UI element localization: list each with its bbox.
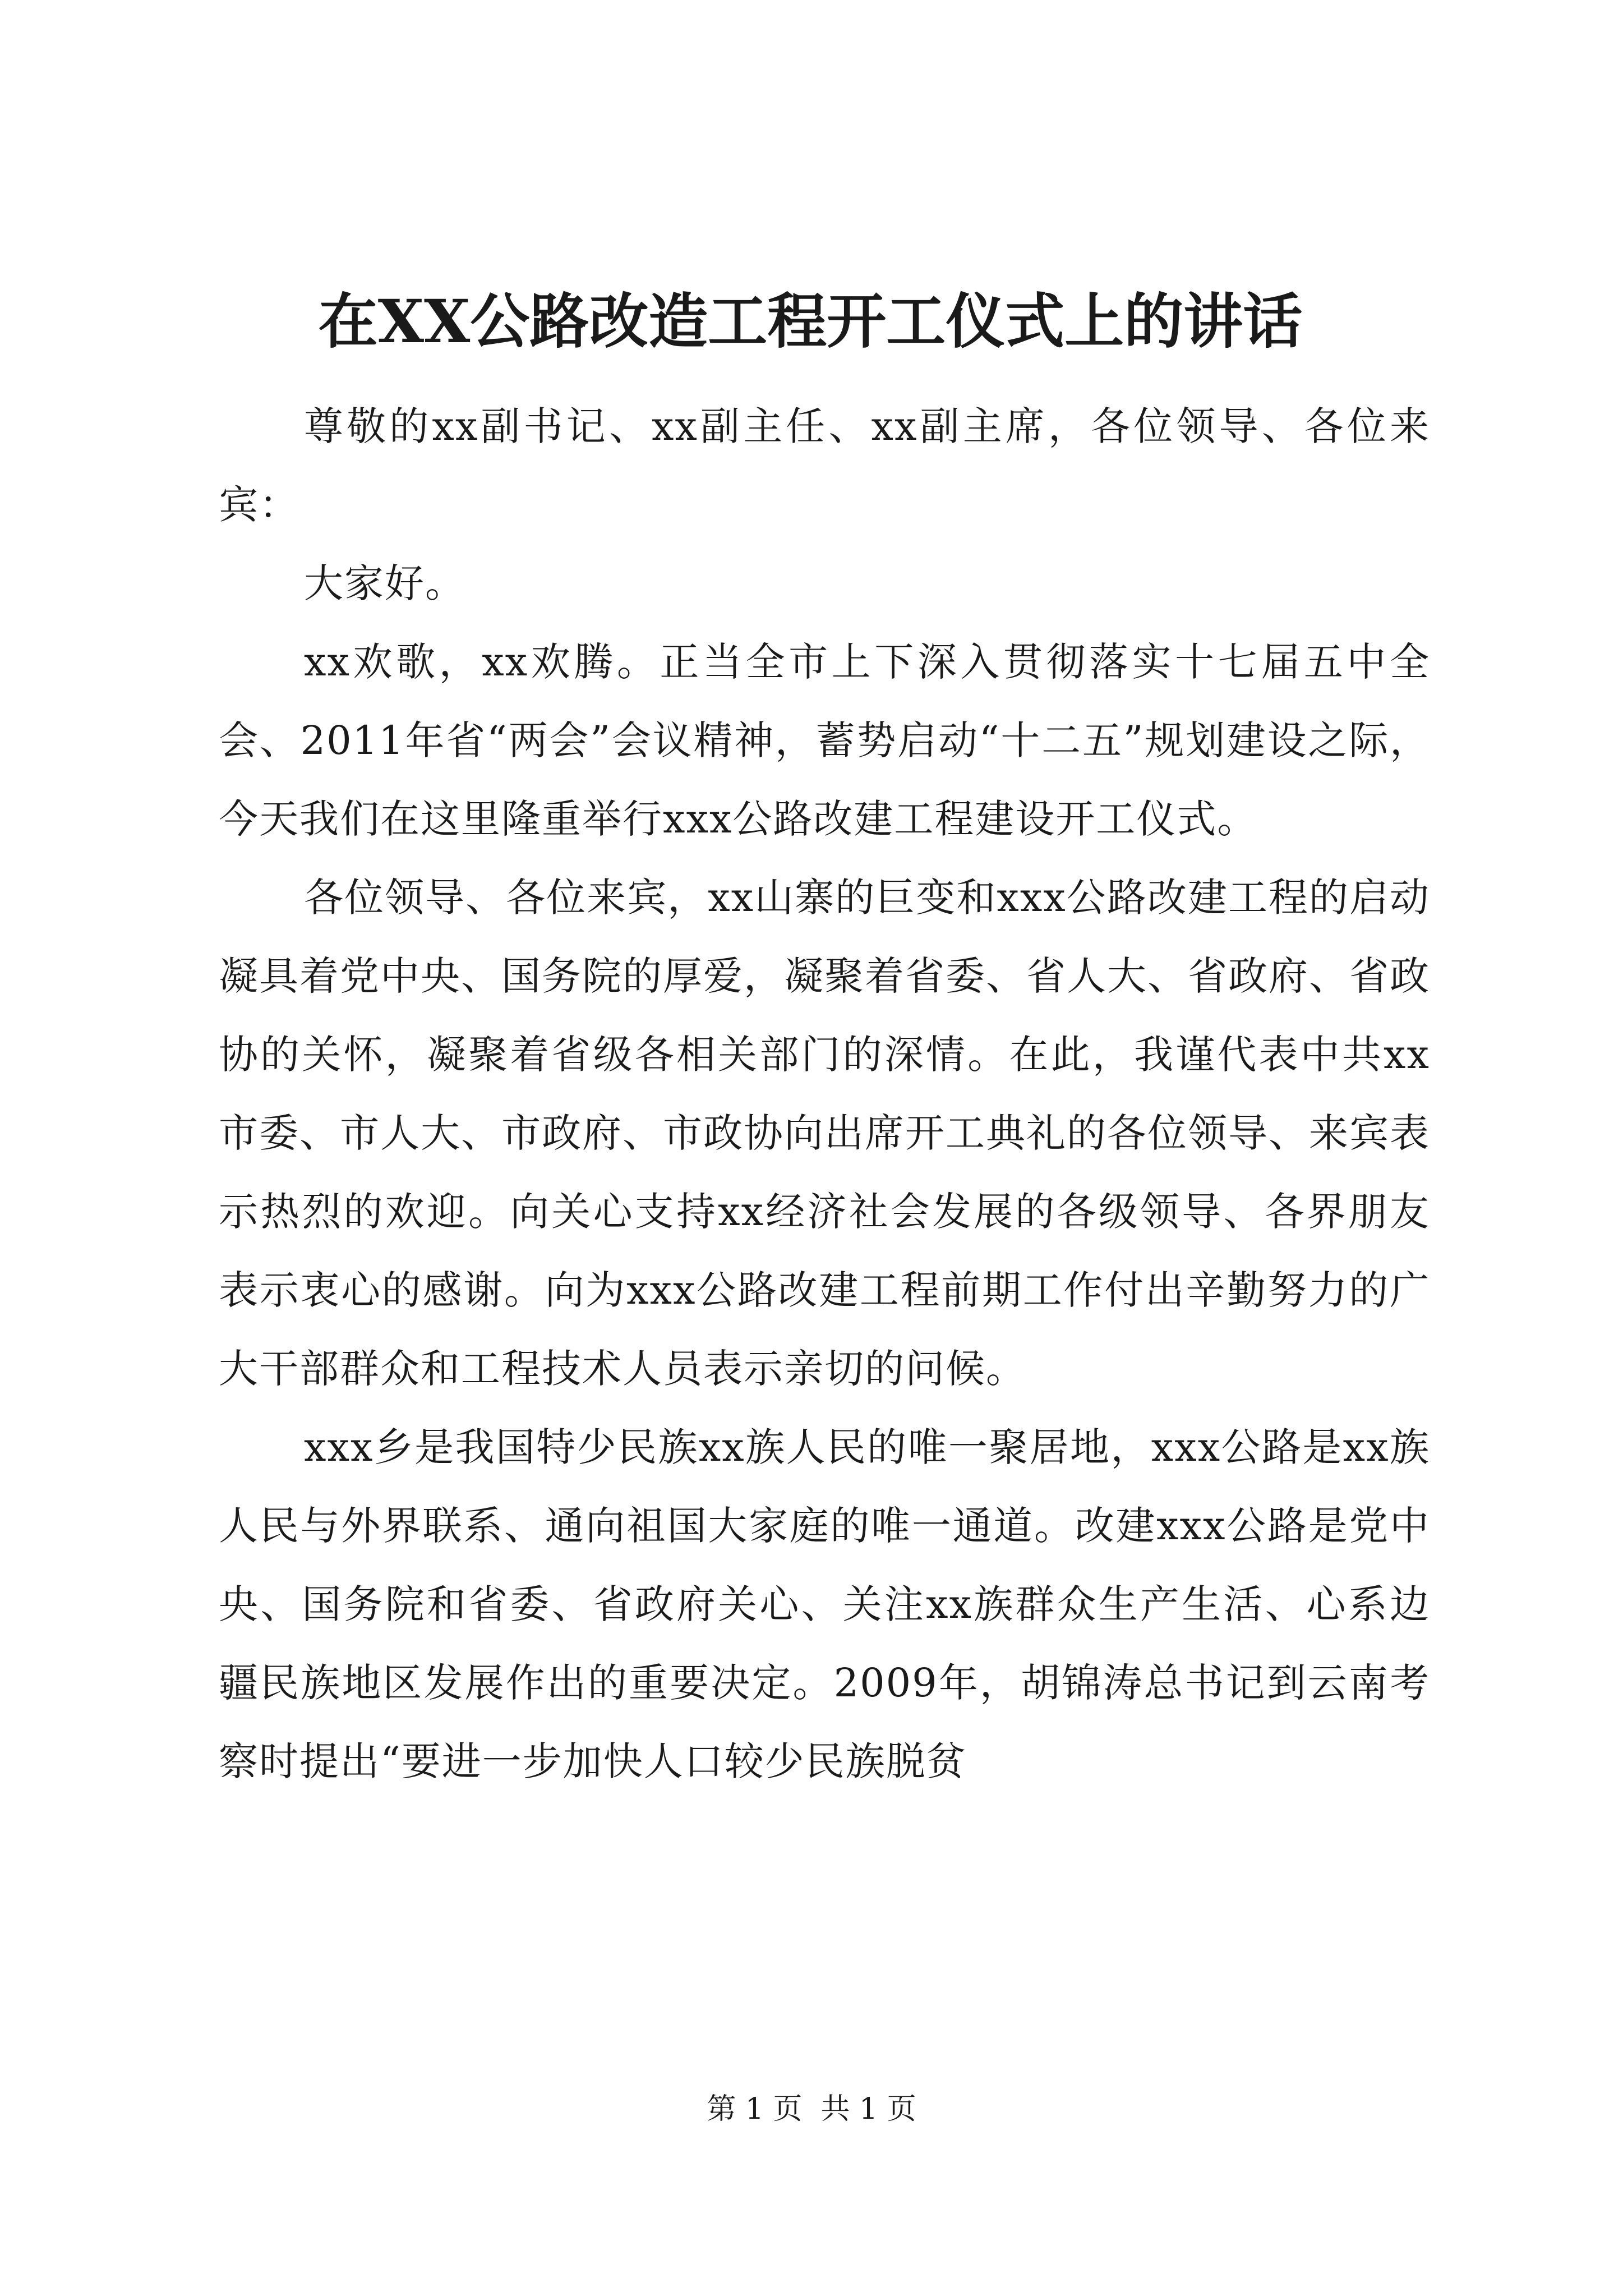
- paragraph: xxx乡是我国特少民族xx族人民的唯一聚居地，xxx公路是xx族人民与外界联系、通向祖国大家庭的唯一通道。改建xxx公路是党中央、国务院和省委、省政府关心、关注xx族群众生产生活、心系边疆民族地区发展作出的重要决定。2009年，胡锦涛总书记到云南考察时提出“要进一步加快人口较少民族脱贫: [219, 1424, 1430, 1784]
- page-footer: [0, 2087, 1623, 2132]
- document-body: [219, 387, 1430, 1801]
- paragraph: xx欢歌，xx欢腾。正当全市上下深入贯彻落实十七届五中全会、2011年省“两会”会议精神，蓄势启动“十二五”规划建设之际，今天我们在这里隆重举行xxx公路改建工程建设开工仪式。: [219, 639, 1430, 842]
- paragraph: 各位领导、各位来宾，xx山寨的巨变和xxx公路改建工程的启动凝具着党中央、国务院的厚爱，凝聚着省委、省人大、省政府、省政协的关怀，凝聚着省级各相关部门的深情。在此，我谨代表中共xx市委、市人大、市政府、市政协向出席开工典礼的各位领导、来宾表示热烈的欢迎。向关心支持xx经济社会发展的各级领导、各界朋友表示衷心的感谢。向为xxx公路改建工程前期工作付出辛勤努力的广大干部群众和工程技术人员表示亲切的问候。: [219, 875, 1430, 1392]
- paragraph-greeting: 大家好。: [304, 560, 465, 606]
- document-title: 在XX公路改造工程开工仪式上的讲话: [318, 286, 1303, 356]
- page-number-label: 第 1 页 共 1 页: [707, 2092, 916, 2126]
- paragraph-salutation: 尊敬的xx副书记、xx副主任、xx副主席，各位领导、各位来宾：: [219, 403, 1430, 528]
